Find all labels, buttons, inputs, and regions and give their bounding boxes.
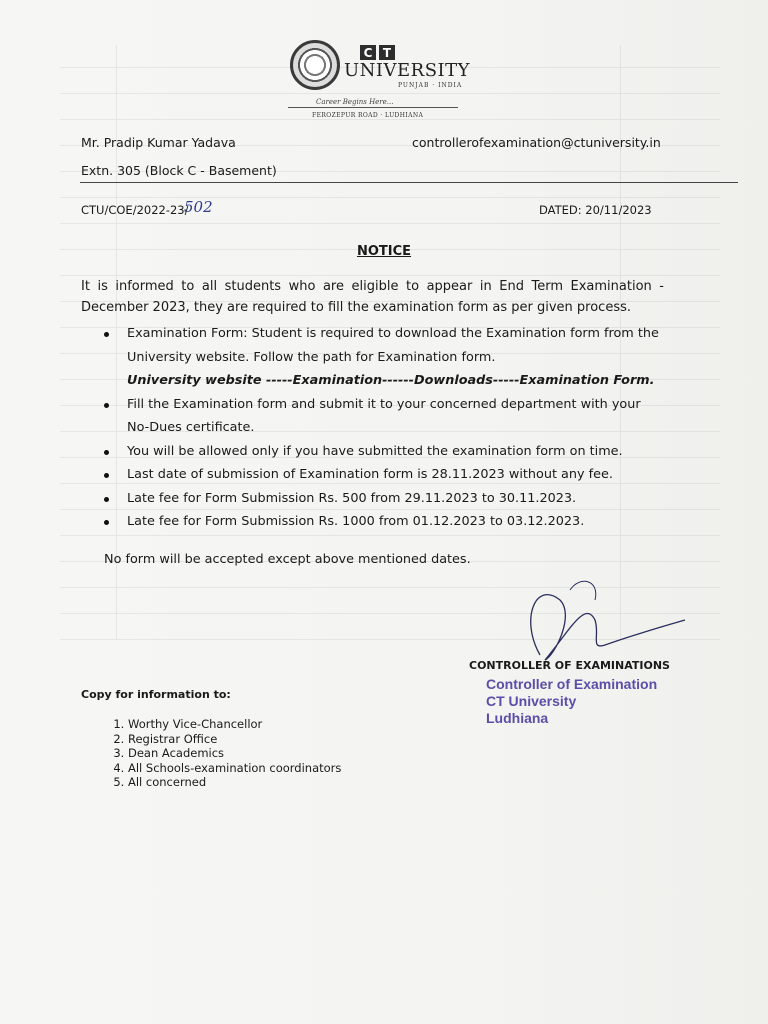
notice-intro: It is informed to all students who are eligible to appear in End Term Examination - December 2023, they are required to fill the examination form as per given process.: [81, 279, 664, 315]
university-seal-icon: [290, 40, 340, 90]
header-divider: [288, 107, 458, 108]
logo-letter-t: T: [379, 45, 395, 60]
list-item: You will be allowed only if you have submitted the examination form on time.: [104, 440, 666, 464]
logo-letter-c: C: [360, 45, 376, 60]
list-item: 4. All Schools-examination coordinators: [128, 761, 341, 776]
list-item: [104, 322, 666, 393]
list-item: 3. Dean Academics: [128, 746, 341, 761]
contact-name: Mr. Pradip Kumar Yadava: [81, 135, 236, 150]
stamp-line: Controller of Examination: [486, 676, 658, 692]
list-item: Last date of submission of Examination form is 28.11.2023 without any fee.: [104, 463, 666, 487]
bullet-text: Examination Form: Student is required to download the Examination form from the University website. Follow the path for Examination form.: [127, 326, 659, 365]
closing-statement: No form will be accepted except above mentioned dates.: [104, 552, 471, 567]
university-address: FEROZEPUR ROAD · LUDHIANA: [312, 112, 424, 119]
notice-date: DATED: 20/11/2023: [539, 203, 652, 217]
copy-heading: Copy for information to:: [81, 688, 231, 701]
header-rule: [80, 182, 738, 183]
list-item: 2. Registrar Office: [128, 732, 341, 747]
list-item: Late fee for Form Submission Rs. 1000 from 01.12.2023 to 03.12.2023.: [104, 510, 666, 534]
notice-title: NOTICE: [356, 244, 412, 259]
copy-list: [100, 717, 341, 790]
university-name: UNIVERSITY: [344, 60, 471, 81]
handwritten-reference: 502: [184, 198, 213, 216]
stamp-line: Ludhiana: [486, 710, 549, 726]
contact-email: controllerofexamination@ctuniversity.in: [412, 135, 661, 150]
university-tagline: Career Begins Here...: [316, 98, 394, 106]
stamp-line: CT University: [486, 693, 577, 709]
list-item: Fill the Examination form and submit it to your concerned department with your No-Dues certificate.: [104, 393, 666, 440]
list-item: 1. Worthy Vice-Chancellor: [128, 717, 341, 732]
ct-logo: [360, 45, 395, 60]
signatory-designation: CONTROLLER OF EXAMINATIONS: [469, 659, 670, 672]
notice-bullets: [104, 322, 666, 534]
university-letterhead: [288, 38, 471, 119]
list-item: Late fee for Form Submission Rs. 500 from 29.11.2023 to 30.11.2023.: [104, 487, 666, 511]
official-stamp: [486, 676, 657, 727]
download-path: University website -----Examination------Downloads-----Examination Form.: [127, 373, 655, 388]
reference-number: CTU/COE/2022-23/: [81, 203, 189, 217]
list-item: 5. All concerned: [128, 775, 341, 790]
university-location: PUNJAB · INDIA: [398, 82, 463, 89]
contact-extension: Extn. 305 (Block C - Basement): [81, 163, 277, 178]
